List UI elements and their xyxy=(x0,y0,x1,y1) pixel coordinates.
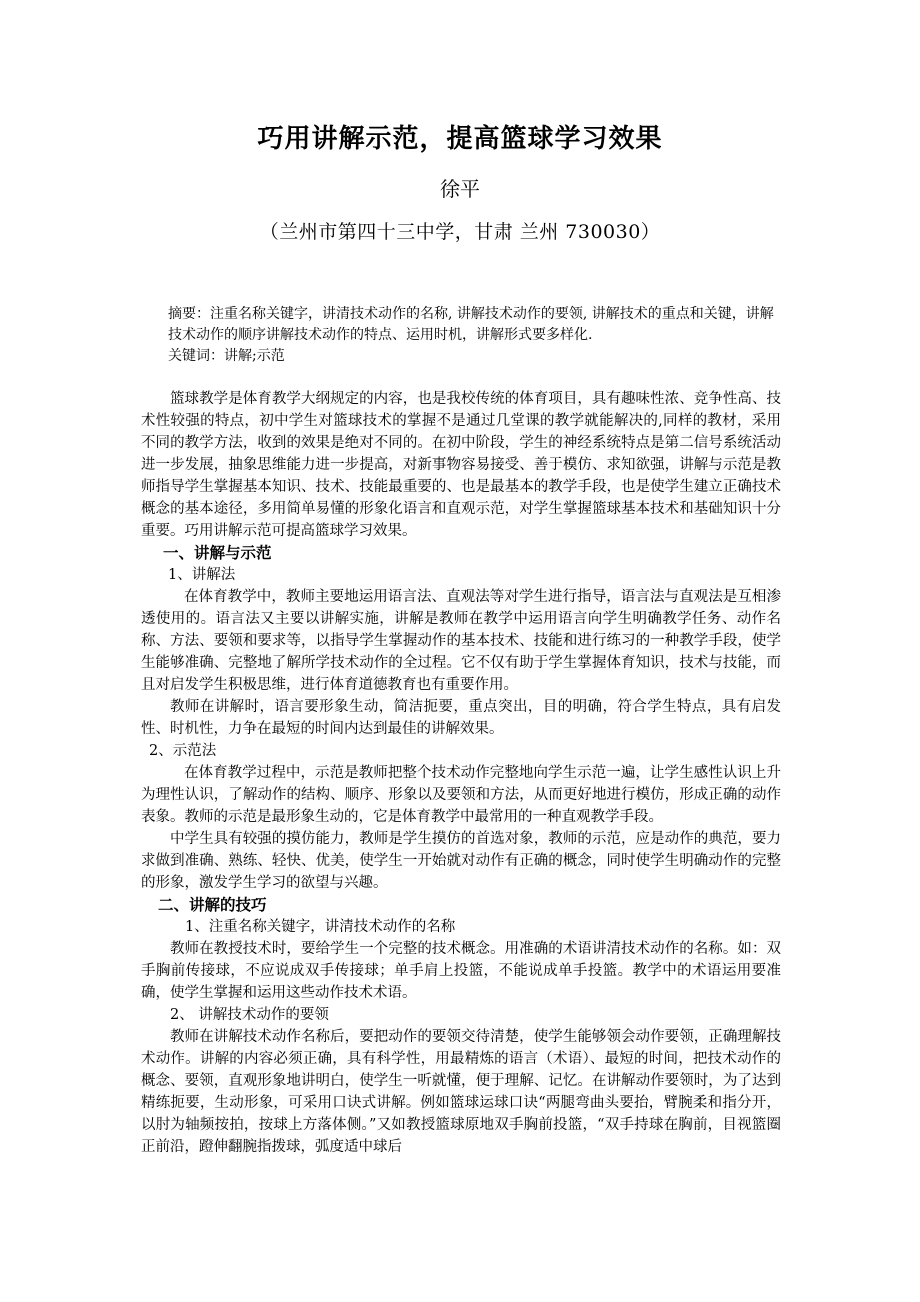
subsection-heading-2-1: 1、注重名称关键字，讲清技术动作的名称 xyxy=(185,919,456,935)
section-heading-2: 二、讲解的技巧 xyxy=(158,895,267,914)
paragraph-2-1: 教师在教授技术时，要给学生一个完整的技术概念。用准确的术语讲清技术动作的名称。如：双手胸前传接球，不应说成双手传接球；单手肩上投篮，不能说成单手投篮。教学中的术语运用要准确，使学生掌握和运用这些动作技术术语。 xyxy=(141,941,781,1001)
page-title: 巧用讲解示范，提高篮球学习效果 xyxy=(257,124,663,154)
article-body xyxy=(141,388,781,1158)
author-affiliation: （兰州市第四十三中学，甘肃 兰州 730030） xyxy=(259,221,661,243)
keywords: 关键词：讲解;示范 xyxy=(168,348,285,364)
subsection-heading-2-2: 2、 讲解技术动作的要领 xyxy=(170,1007,329,1023)
paragraph-1-1-b: 教师在讲解时，语言要形象生动，简洁扼要，重点突出，目的明确，符合学生特点，具有启发性、时机性，力争在最短的时间内达到最佳的讲解效果。 xyxy=(141,699,781,737)
paragraph-1-2-a: 在体育教学过程中，示范是教师把整个技术动作完整地向学生示范一遍，让学生感性认识上升为理性认识，了解动作的结构、顺序、形象以及要领和方法，从而更好地进行模仿，形成正确的动作表象。教师的示范是最形象生动的，它是体育教学中最常用的一种直观教学手段。 xyxy=(141,765,781,825)
paragraph-1-2-b: 中学生具有较强的摸仿能力，教师是学生摸仿的首选对象，教师的示范，应是动作的典范，要力求做到准确、熟练、轻快、优美，使学生一开始就对动作有正确的概念，同时使学生明确动作的完整的形象，激发学生学习的欲望与兴趣。 xyxy=(141,831,781,891)
section-heading-1: 一、讲解与示范 xyxy=(163,543,272,562)
intro-paragraph: 篮球教学是体育教学大纲规定的内容，也是我校传统的体育项目，具有趣味性浓、竞争性高、技术性较强的特点，初中学生对篮球技术的掌握不是通过几堂课的教学就能解决的,同样的教材，采用不同的教学方法，收到的效果是绝对不同的。在初中阶段，学生的神经系统特点是第二信号系统活动进一步发展，抽象思维能力进一步提高，对新事物容易接受、善于模仿、求知欲强，讲解与示范是教师指导学生掌握基本知识、技术、技能最重要的、也是最基本的教学手段，也是使学生建立正确技术概念的基本途径，多用简单易懂的形象化语言和直观示范，对学生掌握篮球基本技术和基础知识十分重要。巧用讲解示范可提高篮球学习效果。 xyxy=(141,391,781,539)
subsection-heading-1-1: 1、讲解法 xyxy=(168,567,236,583)
paragraph-1-1-a: 在体育教学中，教师主要地运用语言法、直观法等对学生进行指导，语言法与直观法是互相渗透使用的。语言法又主要以讲解实施，讲解是教师在教学中运用语言向学生明确教学任务、动作名称、方法、要领和要求等，以指导学生掌握动作的基本技术、技能和进行练习的一种教学手段，使学生能够准确、完整地了解所学技术动作的全过程。它不仅有助于学生掌握体育知识，技术与技能，而且对启发学生积极思维，进行体育道德教育也有重要作用。 xyxy=(141,589,781,693)
abstract: 摘要：注重名称关键字，讲清技术动作的名称, 讲解技术动作的要领, 讲解技术的重点和关键，讲解技术动作的顺序讲解技术动作的特点、运用时机，讲解形式要多样化. xyxy=(168,306,774,343)
author-name: 徐平 xyxy=(440,177,480,201)
paragraph-2-2: 教师在讲解技术动作名称后，要把动作的要领交待清楚，使学生能够领会动作要领，正确理解技术动作。讲解的内容必须正确，具有科学性，用最精炼的语言（术语）、最短的时间，把技术动作的概念、要领，直观形象地讲明白，使学生一听就懂，便于理解、记忆。在讲解动作要领时，为了达到精练扼要，生动形象，可采用口诀式讲解。例如篮球运球口诀“两腿弯曲头要抬，臂腕柔和指分开，以肘为轴频按拍，按球上方落体侧。”又如教授篮球原地双手胸前投篮，“双手持球在胸前，目视篮圈正前沿，蹬伸翻腕指拨球，弧度适中球后 xyxy=(141,1029,781,1155)
subsection-heading-1-2: 2、示范法 xyxy=(149,743,217,759)
